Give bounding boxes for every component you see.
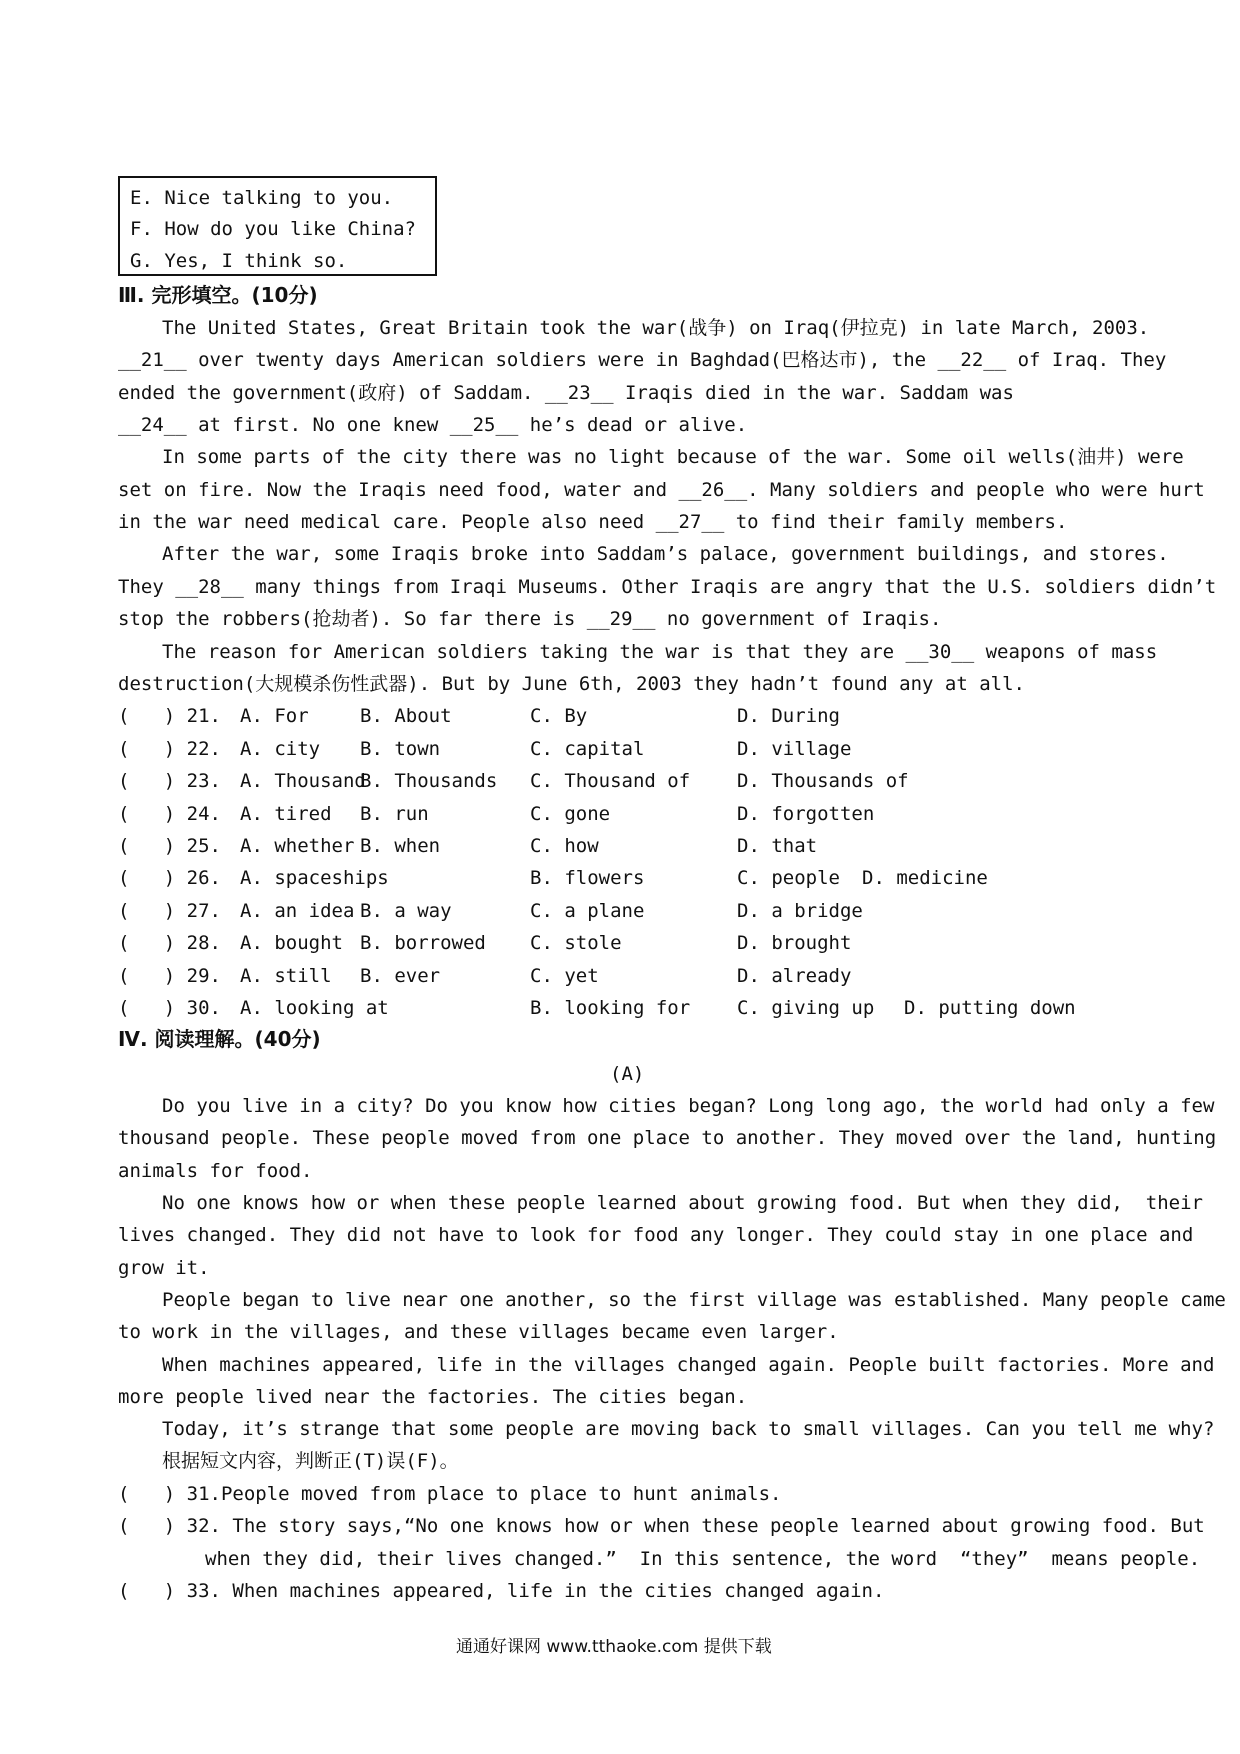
choice-b: B. borrowed bbox=[360, 932, 486, 954]
passage-line: Today, it’s strange that some people are moving back to small villages. Can you tell me why? bbox=[162, 1418, 1215, 1440]
choice-d: D. a bridge bbox=[737, 900, 863, 922]
passage-line: grow it. bbox=[118, 1257, 210, 1279]
question-number: ( ) 26. bbox=[118, 867, 221, 889]
choice-b: B. a way bbox=[360, 900, 452, 922]
passage-line: lives changed. They did not have to look for food any longer. They could stay in one place and bbox=[118, 1224, 1194, 1246]
choice-b: B. looking for bbox=[530, 997, 691, 1019]
passage-line: No one knows how or when these people learned about growing food. But when they did, their bbox=[162, 1192, 1203, 1214]
choice-c: C. how bbox=[530, 835, 599, 857]
choice-a: A. spaceships bbox=[240, 867, 389, 889]
choice-a: A. looking at bbox=[240, 997, 389, 1019]
choice-b: B. Thousands bbox=[360, 770, 498, 792]
option-g: G. Yes, I think so. bbox=[130, 250, 348, 272]
tf-question-33: ( ) 33. When machines appeared, life in the cities changed again. bbox=[118, 1580, 885, 1602]
passage-line: Do you live in a city? Do you know how cities began? Long long ago, the world had only a few bbox=[162, 1095, 1215, 1117]
question-number: ( ) 22. bbox=[118, 738, 221, 760]
passage-line: more people lived near the factories. The cities began. bbox=[118, 1386, 748, 1408]
tf-question-32-cont: when they did, their lives changed.” In this sentence, the word “they” means people. bbox=[205, 1548, 1201, 1570]
cloze-line: destruction(大规模杀伤性武器). But by June 6th, 2003 they hadn’t found any at all. bbox=[118, 673, 1025, 695]
choice-d: D. putting down bbox=[904, 997, 1076, 1019]
choice-a: A. an idea bbox=[240, 900, 355, 922]
choice-c: C. a plane bbox=[530, 900, 645, 922]
footer-text: 通通好课网 www.tthaoke.com 提供下载 bbox=[456, 1637, 772, 1657]
option-e: E. Nice talking to you. bbox=[130, 187, 394, 209]
choice-a: A. whether bbox=[240, 835, 355, 857]
question-number: ( ) 24. bbox=[118, 803, 221, 825]
cloze-line: __24__ at first. No one knew __25__ he’s dead or alive. bbox=[118, 414, 748, 436]
section-4-title: Ⅳ. 阅读理解。(40分) bbox=[118, 1027, 321, 1051]
choice-b: B. About bbox=[360, 705, 452, 727]
choice-a: A. bought bbox=[240, 932, 343, 954]
question-number: ( ) 25. bbox=[118, 835, 221, 857]
choice-d: D. medicine bbox=[862, 867, 988, 889]
choice-d: D. forgotten bbox=[737, 803, 875, 825]
choice-a: A. Thousand bbox=[240, 770, 366, 792]
passage-line: animals for food. bbox=[118, 1160, 313, 1182]
question-number: ( ) 30. bbox=[118, 997, 221, 1019]
choice-c: C. people bbox=[737, 867, 840, 889]
section-3-title: Ⅲ. 完形填空。(10分) bbox=[118, 283, 318, 307]
choice-b: B. run bbox=[360, 803, 429, 825]
choice-a: A. still bbox=[240, 965, 332, 987]
cloze-line: set on fire. Now the Iraqis need food, water and __26__. Many soldiers and people who were hurt bbox=[118, 479, 1205, 501]
cloze-line: The United States, Great Britain took the war(战争) on Iraq(伊拉克) in late March, 2003. bbox=[162, 317, 1150, 339]
passage-label: (A) bbox=[610, 1063, 645, 1085]
question-number: ( ) 23. bbox=[118, 770, 221, 792]
choice-d: D. Thousands of bbox=[737, 770, 909, 792]
question-number: ( ) 21. bbox=[118, 705, 221, 727]
passage-line: thousand people. These people moved from one place to another. They moved over the land, hunting bbox=[118, 1127, 1217, 1149]
passage-line: People began to live near one another, so the first village was established. Many people came bbox=[162, 1289, 1226, 1311]
passage-line: to work in the villages, and these villages became even larger. bbox=[118, 1321, 839, 1343]
choice-d: D. village bbox=[737, 738, 852, 760]
choice-d: D. During bbox=[737, 705, 840, 727]
cloze-line: stop the robbers(抢劫者). So far there is __29__ no government of Iraqis. bbox=[118, 608, 942, 630]
option-f: F. How do you like China? bbox=[130, 218, 416, 240]
choice-c: C. giving up bbox=[737, 997, 875, 1019]
choice-c: C. Thousand of bbox=[530, 770, 691, 792]
choice-a: A. city bbox=[240, 738, 321, 760]
cloze-line: After the war, some Iraqis broke into Saddam’s palace, government buildings, and stores. bbox=[162, 543, 1169, 565]
choice-c: C. By bbox=[530, 705, 588, 727]
tf-question-31: ( ) 31.People moved from place to place to hunt animals. bbox=[118, 1483, 782, 1505]
choice-b: B. flowers bbox=[530, 867, 645, 889]
choice-a: A. For bbox=[240, 705, 309, 727]
choice-b: B. town bbox=[360, 738, 441, 760]
options-box bbox=[118, 176, 437, 276]
choice-c: C. stole bbox=[530, 932, 622, 954]
cloze-line: ended the government(政府) of Saddam. __23__ Iraqis died in the war. Saddam was bbox=[118, 382, 1014, 404]
question-number: ( ) 29. bbox=[118, 965, 221, 987]
question-number: ( ) 27. bbox=[118, 900, 221, 922]
instruction-line: 根据短文内容，判断正(T)误(F)。 bbox=[162, 1450, 459, 1472]
tf-question-32: ( ) 32. The story says,“No one knows how or when these people learned about growing food. But bbox=[118, 1515, 1205, 1537]
cloze-line: They __28__ many things from Iraqi Museums. Other Iraqis are angry that the U.S. soldiers didn’t bbox=[118, 576, 1217, 598]
choice-a: A. tired bbox=[240, 803, 332, 825]
cloze-line: In some parts of the city there was no light because of the war. Some oil wells(油井) were bbox=[162, 446, 1184, 468]
cloze-line: in the war need medical care. People also need __27__ to find their family members. bbox=[118, 511, 1068, 533]
choice-b: B. when bbox=[360, 835, 441, 857]
choice-c: C. gone bbox=[530, 803, 611, 825]
choice-d: D. brought bbox=[737, 932, 852, 954]
cloze-line: __21__ over twenty days American soldiers were in Baghdad(巴格达市), the __22__ of Iraq. They bbox=[118, 349, 1167, 371]
choice-c: C. yet bbox=[530, 965, 599, 987]
choice-c: C. capital bbox=[530, 738, 645, 760]
cloze-line: The reason for American soldiers taking the war is that they are __30__ weapons of mass bbox=[162, 641, 1158, 663]
choice-d: D. that bbox=[737, 835, 818, 857]
choice-d: D. already bbox=[737, 965, 852, 987]
choice-b: B. ever bbox=[360, 965, 441, 987]
passage-line: When machines appeared, life in the villages changed again. People built factories. More and bbox=[162, 1354, 1215, 1376]
question-number: ( ) 28. bbox=[118, 932, 221, 954]
